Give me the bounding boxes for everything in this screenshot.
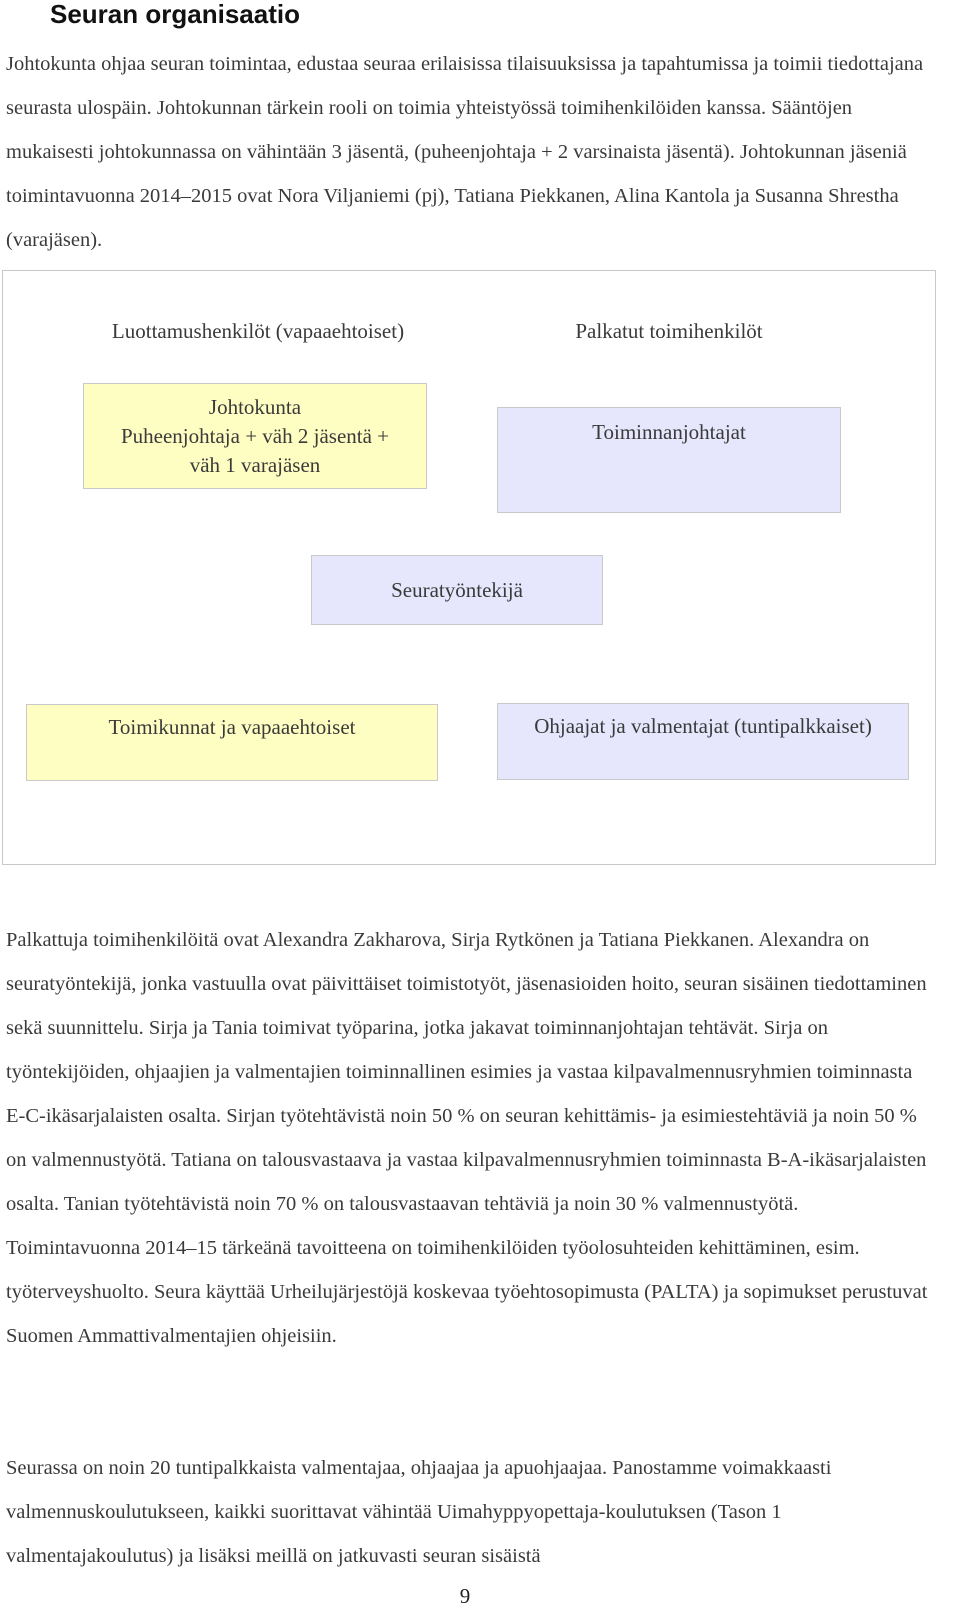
staff-paragraph: Palkattuja toimihenkilöitä ovat Alexandra Zakharova, Sirja Rytkönen ja Tatiana Piekkanen. Alexandra on seuratyöntekijä, jonka vastuulla ovat päivittäiset toimistotyöt, jäsenasioiden hoito, seuran sisäinen tiedottaminen sekä suunnittelu. Sirja ja Tania toimivat työparina, jotka jakavat toiminnanjohtajan tehtävät. Sirja on työntekijöiden, ohjaajien ja valmentajien toiminnallinen esimies ja vastaa kilpavalmennusryhmien toiminnasta E-C-ikäsarjalaisten osalta. Sirjan työtehtävistä noin 50 % on seuran kehittämis- ja esimiestehtäviä ja noin 50 % on valmennustyötä. Tatiana on talousvastaava ja vastaa kilpavalmennusryhmien toiminnasta B-A-ikäsarjalaisten osalta. Tanian työtehtävistä noin 70 % on talousvastaavan tehtäviä ja noin 30 % valmennustyötä. Toimintavuonna 2014–15 tärkeänä tavoitteena on toimihenkilöiden työolosuhteiden kehittäminen, esim. työterveyshuolto. Seura käyttää Urheilujärjestöjä koskevaa työehtosopimusta (PALTA) ja sopimukset perustuvat Suomen Ammattivalmentajien ohjeisiin. <box>6 929 928 1347</box>
coaches-box: Ohjaajat ja valmentajat (tuntipalkkaiset) <box>497 703 909 780</box>
club-employee-box: Seuratyöntekijä <box>311 555 603 625</box>
board-box <box>83 383 427 489</box>
executive-directors-box: Toiminnanjohtajat <box>497 407 841 513</box>
volunteers-header: Luottamushenkilöt (vapaaehtoiset) <box>111 319 405 343</box>
paid-staff-header: Palkatut toimihenkilöt <box>575 319 763 343</box>
intro-paragraph: Johtokunta ohjaa seuran toimintaa, edustaa seuraa erilaisissa tilaisuuksissa ja tapahtumissa ja toimii tiedottajana seurasta ulospäin. Johtokunnan tärkein rooli on toimia yhteistyössä toimihenkilöiden kanssa. Sääntöjen mukaisesti johtokunnassa on vähintään 3 jäsentä, (puheenjohtaja + 2 varsinaista jäsentä). Johtokunnan jäseniä toimintavuonna 2014–2015 ovat Nora Viljaniemi (pj), Tatiana Piekkanen, Alina Kantola ja Susanna Shrestha (varajäsen). <box>6 53 924 251</box>
org-chart <box>2 270 936 865</box>
board-title: Johtokunta <box>208 394 302 419</box>
board-deputy: väh 1 varajäsen <box>189 452 321 477</box>
coaches-paragraph: Seurassa on noin 20 tuntipalkkaista valmentajaa, ohjaajaa ja apuohjaajaa. Panostamme voimakkaasti valmennuskoulutukseen, kaikki suorittavat vähintää Uimahyppyopettaja-koulutuksen (Tason 1 valmentajakoulutus) ja lisäksi meillä on jatkuvasti seuran sisäistä <box>6 1457 832 1567</box>
page-number: 9 <box>459 1584 471 1608</box>
board-composition: Puheenjohtaja + väh 2 jäsentä + <box>120 423 390 448</box>
page-heading: Seuran organisaatio <box>50 0 300 29</box>
committees-box: Toimikunnat ja vapaaehtoiset <box>26 704 438 781</box>
